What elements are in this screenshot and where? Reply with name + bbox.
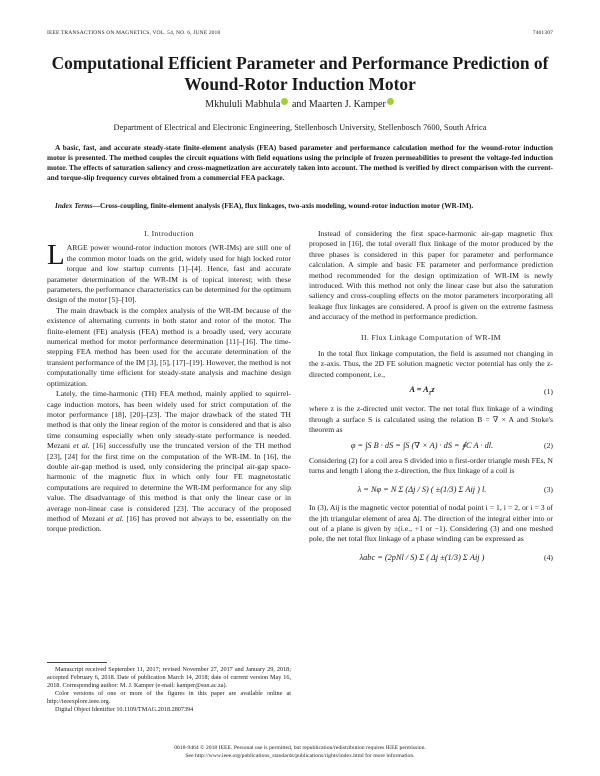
equation-2: φ = ∫S B · dS = ∫S (∇ × A) · dS = ∮C A · dl. (2) xyxy=(350,440,553,450)
footnotes xyxy=(47,666,291,714)
paragraph: In the total flux linkage computation, the field is assumed not changing in the z-axis. Thus, the 2D FE solution magnetic vector potential has only the z-directed component, i.e., xyxy=(309,349,553,379)
rights-link-line[interactable]: See http://www.ieee.org/publications_standards/publications/rights/index.html for more information. xyxy=(185,753,415,759)
paragraph: Instead of considering the first space-harmonic air-gap magnetic flux proposed in [16], the total overall flux linkage of the motor produced by the three phases is considered in this paper for parameter and performance calculation. A simple and basic FE parameter and performance prediction method recommended for the design optimization of WR-IM is newly introduced. With this method not only the linear case but also the saturation saliency and cross-coupling effects on the motor parameters incorporating all leakage flux linkages are considered. A proof is given on the extreme fastness and accuracy of the method in performance prediction. xyxy=(309,229,553,322)
paragraph: LARGE power wound-rotor induction motors (WR-IMs) are still one of the common motor loads on the grid, widely used for high locked rotor torque and low startup currents [1]–[4]. Hence, fast and accurate parameter determination of the WR-IM is of topical interest; with these parameters, the performance characteristics can be determined for the optimum design of the motor [5]–[10]. xyxy=(47,239,291,305)
paragraph: where z is the z-directed unit vector. The net total flux linkage of a winding through a surface S is calculated using the relation B = ∇ × A and Stoke's theorem as xyxy=(309,404,553,435)
orcid-icon[interactable] xyxy=(281,98,288,105)
paragraph: Considering (2) for a coil area S divided into n first-order triangle mesh FEs, N turns and length l along the z-direction, the flux linkage of a coil is xyxy=(309,455,553,476)
author-conjunction: and xyxy=(291,99,307,110)
right-column xyxy=(309,229,553,571)
index-terms-label: Index Terms xyxy=(55,201,93,210)
author-mabhula[interactable]: Mkhululi Mabhula xyxy=(205,99,281,110)
paragraph: In (3), Aij is the magnetic vector potential of nodal point i = 1, i = 2, or i = 3 of the jth triangular element of area Δj. The direction of the integral either into or out of a plane is given by ±(i.e., +1 or −1). Considering (3) and one meshed pole, the net total flux linkage of a phase winding can be expressed as xyxy=(309,503,553,544)
drop-cap: L xyxy=(47,239,65,272)
abstract xyxy=(47,143,553,183)
equation-3: λ = Nφ = N Σ (Δj / S) ( ±(1/3) Σ Aij ) l. (3) xyxy=(357,484,553,494)
section-heading-flux: II. Flux Linkage Computation of WR-IM xyxy=(361,332,501,342)
equation-4: λabc = (2pNl / S) Σ ( Δj ±(1/3) Σ Aij ) (4) xyxy=(359,552,553,562)
footnote-rule xyxy=(47,662,107,663)
paper-title: Computational Efficient Parameter and Performance Prediction of Wound-Rotor Induction Motor xyxy=(51,53,549,94)
affiliation: Department of Electrical and Electronic Engineering, Stellenbosch University, Stellenbosch 7600, South Africa xyxy=(113,123,487,132)
journal-header: IEEE TRANSACTIONS ON MAGNETICS, VOL. 54, NO. 6, JUNE 2018 xyxy=(47,30,221,36)
footnote-color: Color versions of one or more of the figures in this paper are available online at http://ieeexplore.ieee.org. xyxy=(47,690,291,705)
footnote-received: Manuscript received September 11, 2017; revised November 27, 2017 and January 29, 2018; accepted February 6, 2018. Date of publication March 14, 2018; date of current version May 16, 2018. Corresponding author: M. J. Kamper (e-mail: kamper@sun.ac.za). xyxy=(47,666,291,689)
left-column xyxy=(47,229,291,535)
copyright-line: 0018-9464 © 2018 IEEE. Personal use is permitted, but republication/redistribution requires IEEE permission. xyxy=(174,745,426,751)
section-heading-introduction: I. Introduction xyxy=(144,229,194,238)
author-kamper[interactable]: Maarten J. Kamper xyxy=(308,99,386,110)
index-terms-text: —Cross-coupling, finite-element analysis (FEA), flux linkages, two-axis modeling, wound-rotor induction motor (WR-IM). xyxy=(92,201,474,210)
orcid-icon[interactable] xyxy=(387,98,394,105)
index-terms xyxy=(47,201,553,211)
abstract-text: A basic, fast, and accurate steady-state finite-element analysis (FEA) based parameter and performance calculation method for the wound-rotor induction motor is presented. The method couples the circuit equations with field equations using the principle of frozen permeabilities to present the voltage-fed induction motor. The effects of saturation saliency and cross-magnetization are accurately taken into account. The method is verified by direct comparison with the current- and torque-slip frequency curves obtained from a commercial FEA package. xyxy=(47,143,553,182)
author-line xyxy=(0,98,600,110)
paragraph: The main drawback is the complex analysis of the WR-IM because of the existence of alternating currents in both stator and rotor of the motor. The finite-element (FE) analysis (FEA) method is a broadly used, very accurate numerical method for motor performance determination [11]–[16]. The time-stepping FEA method has been used for the accurate determination of the transient performance of the IM [3], [5], [17]–[19]. However, the method is not computationally time efficient for steady-state analysis and machine design optimization. xyxy=(47,305,291,388)
article-number: 7401307 xyxy=(532,30,553,36)
copyright-footer xyxy=(0,744,600,760)
footnote-doi: Digital Object Identifier 10.1109/TMAG.2018.2807394 xyxy=(55,706,194,713)
equation-1: $A = A_zz$ (1) xyxy=(409,385,553,397)
paragraph: Lately, the time-harmonic (TH) FEA method, mainly applied to squirrel-cage induction motors, has been widely used for strict computation of the motor performance [18], [20]–[23]. The major drawback of the stated TH method is that only the linear region of the motor is considered and that is also time consuming especially when only steady-state performance is needed. Mezani et al. [16] successfully use the truncated version of the TH method [23], [24] for the first time on the computation of the WR-IM. In [16], the double air-gap method is used, only considering the principal air-gap space-harmonic of the magnetic flux in which only four FE magnetostatic computations are required to determine the WR-IM performance for any slip value. The disadvantage of this method is that only the linear case or in average non-linear case is considered [23]. The accuracy of the proposed method of Mezani et al. [16] has proved not always to be, essentially on the torque prediction. xyxy=(47,389,292,534)
